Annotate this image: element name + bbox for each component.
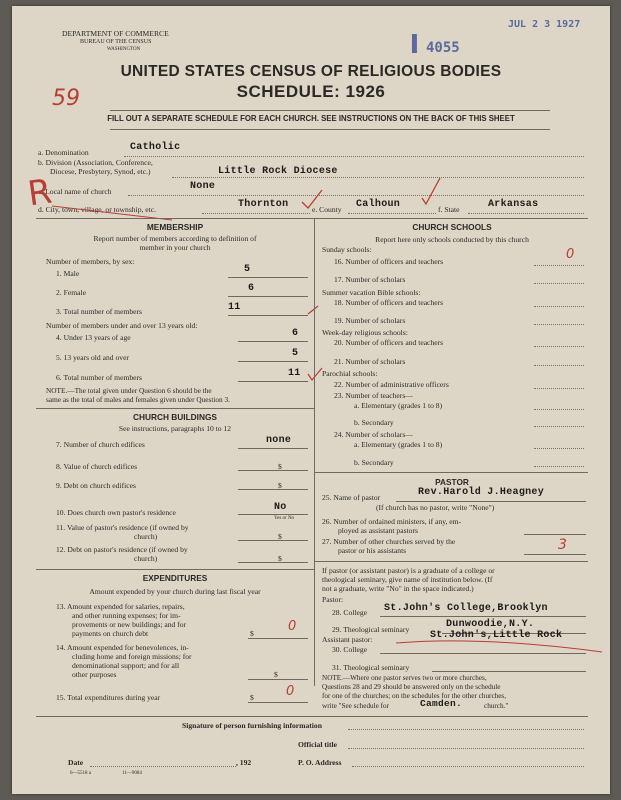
q29-value: Dunwoodie,N.Y. <box>446 619 535 630</box>
column-divider <box>314 218 315 686</box>
answer-line <box>534 409 584 410</box>
answer-line <box>534 426 584 427</box>
general-instruction: FILL OUT A SEPARATE SCHEDULE FOR EACH CHURCH. SEE INSTRUCTIONS ON THE BACK OF THIS SHEET <box>107 114 515 123</box>
official-title-label: Official title <box>298 740 338 749</box>
fill-line <box>352 766 584 767</box>
schedule-number-stamp: 4055 <box>426 40 460 56</box>
answer-line <box>238 540 308 541</box>
answer-line <box>238 381 308 382</box>
buildings-sub: See instructions, paragraphs 10 to 12 <box>118 424 232 433</box>
q21-label: 21. Number of scholars <box>334 357 406 366</box>
weekday-schools-label: Week-day religious schools: <box>322 328 408 337</box>
q1-label: 1. Male <box>56 269 80 278</box>
q11-dollar: $ <box>278 532 282 541</box>
division-label: b. Division (Association, Conference, <box>38 158 153 167</box>
city-value: Thornton <box>238 199 289 210</box>
q7-value: none <box>266 435 292 446</box>
date-label: Date <box>68 758 84 767</box>
rule <box>36 218 588 219</box>
pastor-note-4: write "See schedule for <box>322 702 389 710</box>
membership-intro-cont: member in your church <box>139 243 211 252</box>
q17-label: 17. Number of scholars <box>334 275 406 284</box>
handwritten-r-mark: R <box>25 171 55 215</box>
q26-label: 26. Number of ordained ministers, if any, em- <box>322 517 462 526</box>
answer-line <box>524 554 586 555</box>
q2-label: 2. Female <box>56 288 86 297</box>
q3-value: 11 <box>228 302 241 313</box>
q13-value: 0 <box>288 619 297 634</box>
answer-line <box>228 315 308 316</box>
rule <box>36 716 588 717</box>
rule <box>314 472 588 473</box>
yes-no-hint: Yes or No <box>274 516 295 521</box>
q15-label: 15. Total expenditures during year <box>56 693 161 702</box>
q14-label-2: cluding home and foreign missions; for <box>72 652 192 661</box>
bureau-label: BUREAU OF THE CENSUS <box>80 39 152 45</box>
answer-line <box>238 562 308 563</box>
q6-label: 6. Total number of members <box>56 373 143 382</box>
q23-label: 23. Number of teachers— <box>334 391 413 400</box>
answer-line <box>524 534 586 535</box>
q23a-label: a. Elementary (grades 1 to 8) <box>354 401 443 410</box>
q11-label-cont: church) <box>134 532 158 541</box>
state-label: f. State <box>438 205 460 214</box>
q13-label-4: payments on church debt <box>72 629 149 638</box>
answer-line <box>238 341 308 342</box>
state-value: Arkansas <box>488 199 539 210</box>
pastor-note-2: Questions 28 and 29 should be answered only on the schedule <box>322 683 501 691</box>
q6-value: 11 <box>288 368 301 379</box>
fill-line <box>90 766 236 767</box>
q9-dollar: $ <box>278 481 282 490</box>
census-schedule-page <box>12 6 610 794</box>
county-label: e. County <box>312 205 342 214</box>
department-label: DEPARTMENT OF COMMERCE <box>62 29 169 38</box>
q10-value: No <box>274 502 287 513</box>
q12-label: 12. Debt on pastor's residence (if owned by <box>56 545 188 554</box>
sunday-schools-label: Sunday schools: <box>322 245 372 254</box>
q9-label: 9. Debt on church edifices <box>56 481 136 490</box>
summer-schools-label: Summer vacation Bible schools: <box>322 288 421 297</box>
q27-label-cont: pastor or his assistants <box>338 546 407 555</box>
q1-value: 5 <box>244 264 251 275</box>
pastor-note-3: for one of the churches; on the schedules for the other churches, <box>322 692 507 700</box>
graduate-instruction-3: not a graduate, write "No" in the space indicated.) <box>322 584 474 593</box>
answer-line <box>380 653 586 654</box>
pastor-note: NOTE.—Where one pastor serves two or more churches, <box>322 674 487 682</box>
graduate-instruction: If pastor (or assistant pastor) is a graduate of a college or <box>322 566 495 575</box>
year-label: , 192 <box>236 758 252 767</box>
schools-intro: Report here only schools conducted by this church <box>375 235 529 244</box>
form-code: 6—5518 a <box>70 771 91 776</box>
q31-label: 31. Theological seminary <box>332 663 410 672</box>
q26-label-cont: ployed as assistant pastors <box>338 526 418 535</box>
q25-value: Rev.Harold J.Heagney <box>418 487 545 498</box>
answer-line <box>228 296 308 297</box>
q8-label: 8. Value of church edifices <box>56 462 138 471</box>
q28-value: St.John's College,Brooklyn <box>384 603 548 614</box>
q12-label-cont: church) <box>134 554 158 563</box>
pastor-heading: PASTOR <box>435 477 469 487</box>
q13-label-3: provements or new buildings; and for <box>72 620 187 629</box>
q14-dollar: $ <box>274 670 278 679</box>
answer-line <box>248 638 308 639</box>
rule <box>314 561 588 562</box>
form-subtitle: SCHEDULE: 1926 <box>236 82 386 101</box>
q24-label: 24. Number of scholars— <box>334 430 413 439</box>
q25-label: 25. Name of pastor <box>322 493 381 502</box>
q15-dollar: $ <box>250 693 254 702</box>
q13-label-2: and other running expenses; for im- <box>72 611 181 620</box>
pastor-sub-label: Pastor: <box>322 595 344 604</box>
county-value: Calhoun <box>356 199 401 210</box>
q27-label: 27. Number of other churches served by the <box>322 537 456 546</box>
city-label: WASHINGTON <box>107 47 141 52</box>
rule <box>36 569 314 570</box>
answer-line <box>238 489 308 490</box>
assistant-pastor-value: St.John's,Little Rock <box>430 630 563 641</box>
q28-label: 28. College <box>332 608 368 617</box>
q12-dollar: $ <box>278 554 282 563</box>
signature-label: Signature of person furnishing information <box>182 721 322 730</box>
expenditures-sub: Amount expended by your church during last fiscal year <box>89 587 261 596</box>
schools-heading: CHURCH SCHOOLS <box>412 222 492 232</box>
q18-label: 18. Number of officers and teachers <box>334 298 444 307</box>
q16-value: 0 <box>566 247 575 262</box>
membership-heading: MEMBERSHIP <box>146 222 204 232</box>
answer-line <box>238 514 308 515</box>
membership-note-cont: same as the total of males and females given under Question 3. <box>46 395 230 404</box>
rule <box>36 408 314 409</box>
answer-line <box>228 277 308 278</box>
received-date-stamp: JUL 2 3 1927 <box>508 19 581 30</box>
fill-line <box>348 748 584 749</box>
answer-line <box>248 679 308 680</box>
print-code: 11—9084 <box>122 771 142 776</box>
membership-intro: Report number of members according to definition of <box>93 234 257 243</box>
q3-label: 3. Total number of members <box>56 307 143 316</box>
assistant-pastor-label: Assistant pastor: <box>322 635 373 644</box>
q15-value: 0 <box>286 684 295 699</box>
q10-label: 10. Does church own pastor's residence <box>56 508 176 517</box>
q5-label: 5. 13 years old and over <box>56 353 129 362</box>
graduate-instruction-2: theological seminary, give name of institution below. (If <box>322 575 493 584</box>
q23b-label: b. Secondary <box>354 418 394 427</box>
answer-line <box>534 388 584 389</box>
answer-line <box>534 466 584 467</box>
form-title: UNITED STATES CENSUS OF RELIGIOUS BODIES <box>120 63 502 80</box>
answer-line <box>534 265 584 266</box>
q13-label: 13. Amount expended for salaries, repairs, <box>56 602 185 611</box>
answer-line <box>534 306 584 307</box>
see-schedule-value: Camden. <box>420 698 463 709</box>
fill-line <box>348 729 584 730</box>
q7-label: 7. Number of church edifices <box>56 440 145 449</box>
pastor-note-5: church." <box>484 702 509 710</box>
parochial-schools-label: Parochial schools: <box>322 369 378 378</box>
city-label-field: d. City, town, village, or township, etc. <box>38 205 157 214</box>
answer-line <box>238 448 308 449</box>
answer-line <box>534 346 584 347</box>
q22-label: 22. Number of administrative officers <box>334 380 449 389</box>
local-name-value: None <box>190 181 216 192</box>
q4-label: 4. Under 13 years of age <box>56 333 131 342</box>
q4-value: 6 <box>292 328 299 339</box>
q16-label: 16. Number of officers and teachers <box>334 257 444 266</box>
answer-line <box>534 283 584 284</box>
q5-value: 5 <box>292 348 299 359</box>
q19-label: 19. Number of scholars <box>334 316 406 325</box>
answer-line <box>534 448 584 449</box>
expenditures-heading: EXPENDITURES <box>142 573 208 583</box>
answer-line <box>534 324 584 325</box>
q14-label-4: other purposes <box>72 670 117 679</box>
q30-label: 30. College <box>332 645 368 654</box>
q11-label: 11. Value of pastor's residence (if owned by <box>56 523 189 532</box>
membership-note: NOTE.—The total given under Question 6 should be the <box>46 386 212 395</box>
handwritten-number: 59 <box>52 86 80 111</box>
by-sex-label: Number of members, by sex: <box>46 257 135 266</box>
q29-label: 29. Theological seminary <box>332 625 410 634</box>
buildings-heading: CHURCH BUILDINGS <box>133 412 217 422</box>
q8-dollar: $ <box>278 462 282 471</box>
under-over-label: Number of members under and over 13 years old: <box>46 321 198 330</box>
q13-dollar: $ <box>250 629 254 638</box>
answer-line <box>248 702 308 703</box>
answer-line <box>534 365 584 366</box>
q24a-label: a. Elementary (grades 1 to 8) <box>354 440 443 449</box>
answer-line <box>238 361 308 362</box>
answer-line <box>238 470 308 471</box>
answer-line <box>432 671 586 672</box>
q2-value: 6 <box>248 283 255 294</box>
q14-label: 14. Amount expended for benevolences, in- <box>56 643 189 652</box>
denomination-value: Catholic <box>130 142 181 153</box>
answer-line <box>396 501 586 502</box>
q27-value: 3 <box>558 537 567 553</box>
po-address-label: P. O. Address <box>298 758 342 767</box>
q25-note: (If church has no pastor, write "None") <box>376 503 495 512</box>
q24b-label: b. Secondary <box>354 458 394 467</box>
q20-label: 20. Number of officers and teachers <box>334 338 444 347</box>
stamp-marker: ▌ <box>412 34 422 53</box>
division-label-cont: Diocese, Presbytery, Synod, etc.) <box>50 167 151 176</box>
local-name-label: c. Local name of church <box>38 187 112 196</box>
answer-line <box>380 616 586 617</box>
division-value: Little Rock Diocese <box>218 166 338 177</box>
q14-label-3: denominational support; and for all <box>72 661 180 670</box>
denomination-label: a. Denomination <box>38 148 89 157</box>
